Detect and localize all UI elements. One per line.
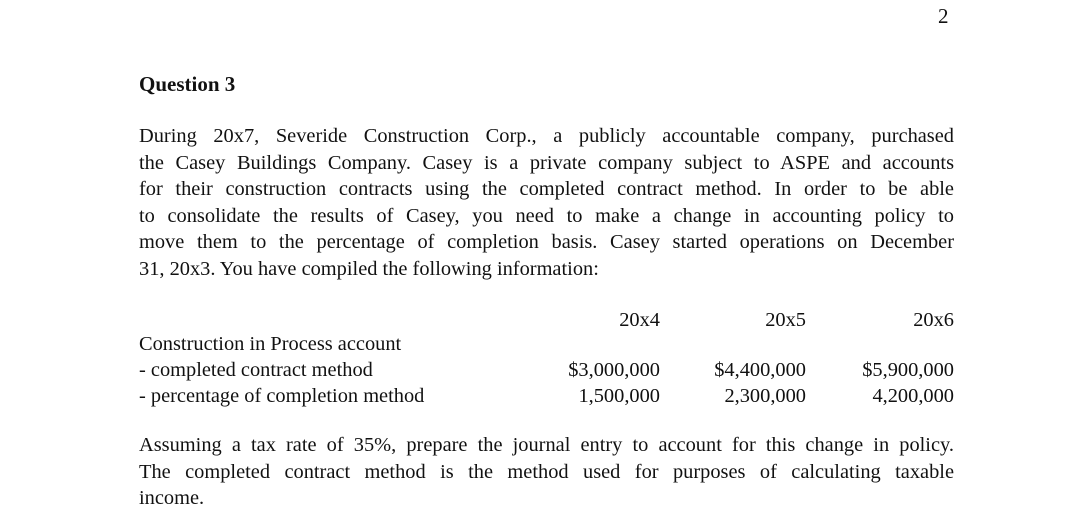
intro-line: 31, 20x3. You have compiled the following information: xyxy=(139,257,599,280)
intro-line: move them to the percentage of completion basis. Casey started operations on December xyxy=(139,231,954,254)
row-label-completed-contract: - completed contract method xyxy=(139,359,373,381)
table-cell: 1,500,000 xyxy=(578,385,660,407)
question-title: Question 3 xyxy=(139,72,236,96)
closing-line: The completed contract method is the method used for purposes of calculating taxable xyxy=(139,460,954,483)
intro-line: to consolidate the results of Casey, you need to make a change in accounting policy to xyxy=(139,204,954,227)
table-cell: $4,400,000 xyxy=(714,359,806,381)
column-header-20x6: 20x6 xyxy=(913,309,954,331)
closing-paragraph xyxy=(139,432,954,512)
closing-line: Assuming a tax rate of 35%, prepare the journal entry to account for this change in policy. xyxy=(139,434,954,456)
closing-line: income. xyxy=(139,487,205,510)
section-label: Construction in Process account xyxy=(139,333,402,355)
column-header-20x4: 20x4 xyxy=(619,309,660,331)
table-cell: $5,900,000 xyxy=(862,359,954,381)
table-cell: 2,300,000 xyxy=(724,385,806,407)
intro-line: the Casey Buildings Company. Casey is a private company subject to ASPE and accounts xyxy=(139,151,954,174)
table-cell: 4,200,000 xyxy=(872,385,954,407)
intro-line: During 20x7, Severide Construction Corp., a publicly accountable company, purchased xyxy=(139,125,954,147)
table-cell: $3,000,000 xyxy=(568,359,660,381)
page-number: 2 xyxy=(938,4,949,28)
row-label-percentage-completion: - percentage of completion method xyxy=(139,385,425,407)
column-header-20x5: 20x5 xyxy=(765,309,806,331)
intro-line: for their construction contracts using the completed contract method. In order to be able xyxy=(139,178,954,201)
intro-paragraph xyxy=(139,123,954,283)
